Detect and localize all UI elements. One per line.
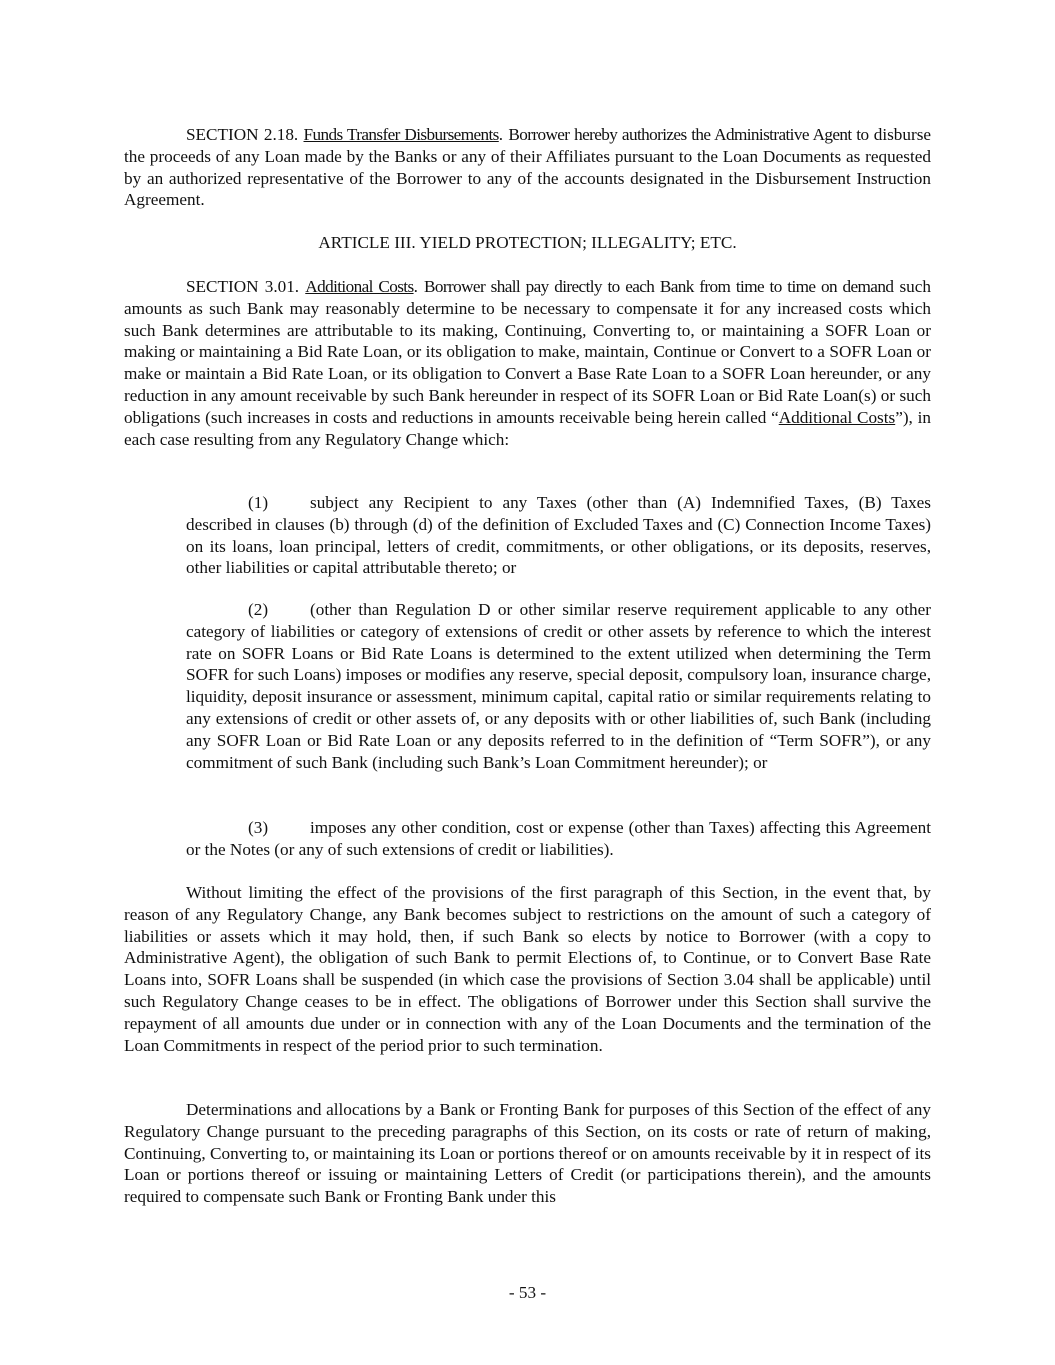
paragraph-without-limiting: Without limiting the effect of the provisions of the first paragraph of this Section, in the event that, by reason of any Regulatory Change, any Bank becomes subject to restrictions on the amount of such a category of liabilities or assets which it may hold, then, if such Bank so elects by notice to Borrower (with a copy to Administrative Agent), the obligation of such Bank to permit Elections of, to Continue, or to Convert Base Rate Loans into, SOFR Loans shall be suspended (in which case the provisions of Section 3.04 shall be applicable) until such Regulatory Change ceases to be in effect. The obligations of Borrower under this Section shall survive the repayment of all amounts due under or in connection with any of the Loan Documents and the termination of the Loan Commitments in respect of the period prior to such termination. <box>124 883 931 1055</box>
list-item <box>186 599 931 773</box>
section-label: SECTION 3.01. <box>186 277 300 296</box>
item-text: imposes any other condition, cost or expense (other than Taxes) affecting this Agreement or the Notes (or any of such extensions of credit or liabilities). <box>186 818 931 859</box>
list-item <box>186 492 931 579</box>
article-heading: ARTICLE III. YIELD PROTECTION; ILLEGALITY; ETC. <box>318 233 737 252</box>
section-lead: Borrower hereby authorizes the Administrative Agent to <box>508 125 869 144</box>
list-item <box>186 817 931 861</box>
item-number: (3) <box>248 818 269 837</box>
item-number: (2) <box>248 600 269 619</box>
section-title: Funds Transfer Disbursements <box>303 125 499 144</box>
section-body: such amounts as such Bank may reasonably determine to be necessary to compensate it for any increased costs which such Bank determines are attributable to its making, Continuing, Converting to, or maintaining a SOFR Loan or making or maintaining a Bid Rate Loan, or its obligation to make, maintain, Continue or Convert to a SOFR Loan or make or maintain a Bid Rate Loan, or its obligation to Convert a Base Rate Loan to a SOFR Loan hereunder, or any reduction in any amount receivable by such Bank hereunder in respect of its SOFR Loan or Bid Rate Loan(s) or such obligations (such increases in costs and reductions in amounts receivable being herein called “ <box>124 277 931 427</box>
section-body-end: ”), in each case resulting from any Regulatory Change which: <box>124 407 931 449</box>
section-lead: Borrower shall pay directly to each Bank from time to time on demand <box>424 277 894 296</box>
section-title: Additional Costs <box>305 277 414 296</box>
item-text: (other than Regulation D or other similar reserve requirement applicable to any other category of liabilities or category of extensions of credit or other assets by reference to which the interest rate on SOFR Loans or Bid Rate Loans is determined to the extent utilized when determining the Term SOFR for such Loans) imposes or modifies any reserve, special deposit, compulsory loan, insurance charge, liquidity, deposit insurance or assessment, minimum capital, capital ratio or similar requirements relating to any extensions of credit or other assets of, or any deposits with or other liabilities of, such Bank (including any SOFR Loan or Bid Rate Loan or any deposits referred to in the definition of “Term SOFR”), or any commitment of such Bank (including such Bank’s Loan Commitment hereunder); or <box>186 600 931 772</box>
defined-term: Additional Costs <box>778 407 896 427</box>
section-body: disburse the proceeds of any Loan made by the Banks or any of their Affiliates pursuant to the Loan Documents as requested by an authorized representative of the Borrower to any of the accounts designated in the Disbursement Instruction Agreement. <box>124 125 932 210</box>
item-text: subject any Recipient to any Taxes (other than (A) Indemnified Taxes, (B) Taxes described in clauses (b) through (d) of the definition of Excluded Taxes and (C) Connection Income Taxes) on its loans, loan principal, letters of credit, commitments, or other obligations, or its deposits, reserves, other liabilities or capital attributable thereto; or <box>186 493 931 578</box>
section-label: SECTION 2.18. <box>186 125 299 144</box>
section-3-01: SECTION 3.01. Additional Costs. Borrower shall pay directly to each Bank from time to time on demand such amounts as such Bank may reasonably determine to be necessary to compensate it for any increased costs which such Bank determines are attributable to its making, Continuing, Converting to, or maintaining a SOFR Loan or making or maintaining a Bid Rate Loan, or its obligation to make, maintain, Continue or Convert to a SOFR Loan or make or maintain a Bid Rate Loan, or its obligation to Convert a Base Rate Loan to a SOFR Loan hereunder, or any reduction in any amount receivable by such Bank hereunder in respect of its SOFR Loan or Bid Rate Loan(s) or such obligations (such increases in costs and reductions in amounts receivable being herein called “Additional Costs”), in each case resulting from any Regulatory Change which: <box>124 277 931 449</box>
page-number: - 53 - <box>508 1283 547 1302</box>
item-number: (1) <box>248 493 269 512</box>
paragraph-determinations: Determinations and allocations by a Bank or Fronting Bank for purposes of this Section of the effect of any Regulatory Change pursuant to the preceding paragraphs of this Section, on its costs or rate of return of making, Continuing, Converting to, or maintaining its Loan or portions thereof or on amounts receivable by it in respect of its Loan or portions thereof or issuing or maintaining Letters of Credit (or participations therein), and the amounts required to compensate such Bank or Fronting Bank under this <box>124 1100 931 1207</box>
section-2-18: SECTION 2.18. Funds Transfer Disbursements. Borrower hereby authorizes the Administrative Agent to disburse the proceeds of any Loan made by the Banks or any of their Affiliates pursuant to the Loan Documents as requested by an authorized representative of the Borrower to any of the accounts designated in the Disbursement Instruction Agreement. <box>124 125 932 210</box>
